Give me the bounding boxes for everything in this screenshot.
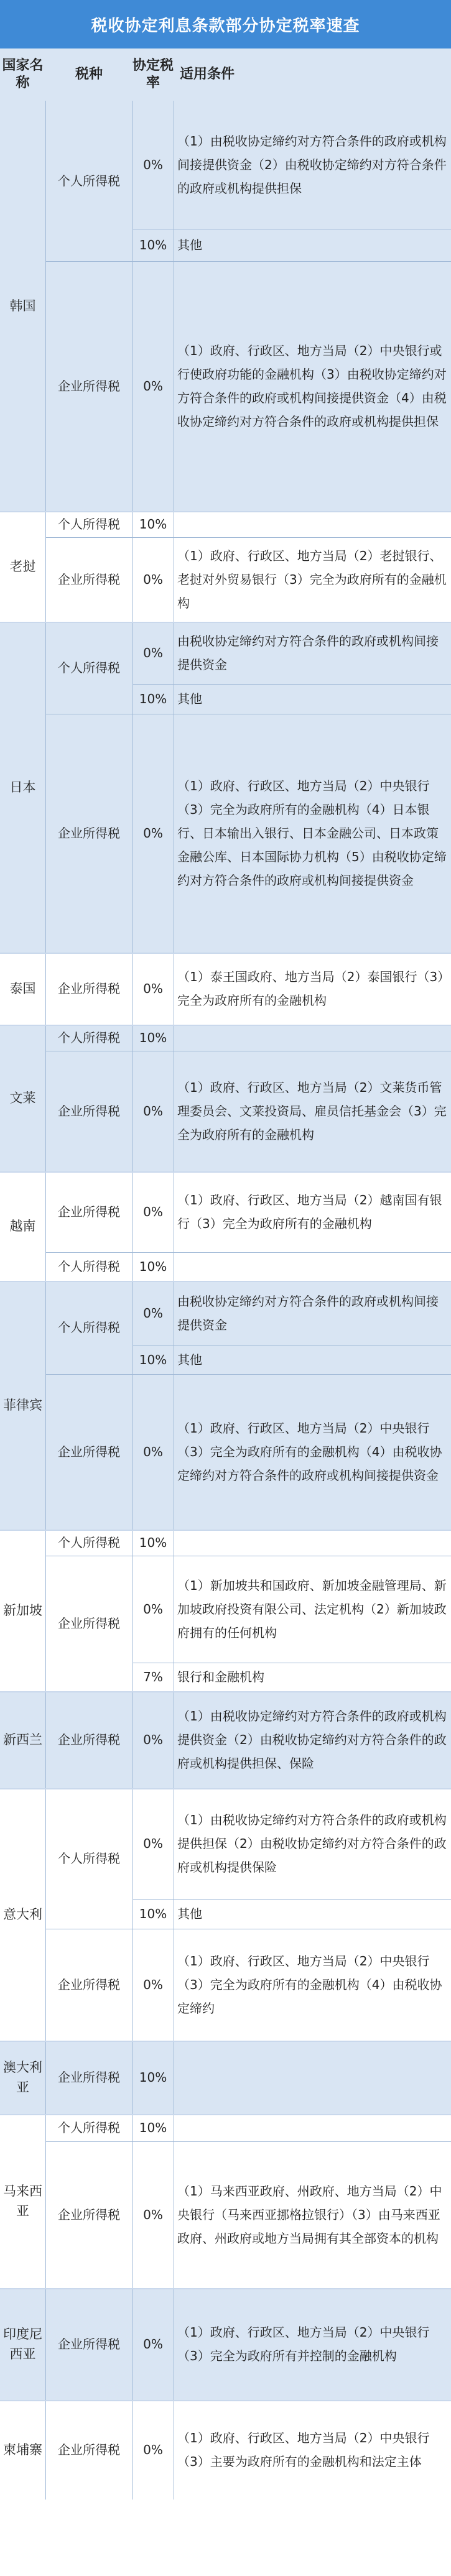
- treaty-rate: 0%: [143, 1732, 163, 1747]
- condition-text: 由税收协定缔约对方符合条件的政府或机构间接提供资金: [177, 634, 439, 672]
- condition-text: （1）政府、行政区、地方当局（2）越南国有银行（3）完全为政府所有的金融机构: [177, 1193, 442, 1231]
- header-tax: 税种: [75, 67, 103, 82]
- tax-type: 企业所得税: [58, 826, 120, 841]
- tax-type: 个人所得税: [58, 173, 120, 188]
- treaty-rate: 0%: [143, 981, 163, 996]
- treaty-rate: 10%: [139, 1030, 167, 1045]
- tax-type: 企业所得税: [58, 2442, 120, 2457]
- treaty-rate: 0%: [143, 157, 163, 172]
- tax-type: 个人所得税: [58, 660, 120, 675]
- country-name: 泰国: [9, 981, 36, 996]
- header-conditions: 适用条件: [180, 67, 235, 82]
- condition-text: （1）政府、行政区、地方当局（2）中央银行（3）完全为政府所有的金融机构（4）由税收协定缔约对方符合条件的政府或机构间接提供资金: [177, 1421, 442, 1483]
- tax-type: 企业所得税: [58, 981, 120, 996]
- treaty-rate: 0%: [143, 2207, 163, 2222]
- tax-type: 企业所得税: [58, 2070, 120, 2085]
- tax-type: 个人所得税: [58, 1851, 120, 1866]
- tax-type: 个人所得税: [58, 1259, 120, 1274]
- tax-type: 企业所得税: [58, 1104, 120, 1119]
- tax-type: 企业所得税: [58, 379, 120, 394]
- treaty-rate: 10%: [139, 238, 167, 252]
- condition-text: （1）由税收协定缔约对方符合条件的政府或机构提供资金（2）由税收协定缔约对方符合条件的政府或机构提供担保、保险: [177, 1709, 447, 1771]
- condition-text: （1）政府、行政区、地方当局（2）中央银行（3）完全为政府所有的金融机构（4）日本银行、日本输出入银行、日本金融公司、日本政策金融公库、日本国际协力机构（5）由税收协定缔约对方符合条件的政府或机构间接提供资金: [177, 778, 447, 888]
- condition-text: （1）马来西亚政府、州政府、地方当局（2）中央银行（马来西亚挪格拉银行）（3）由马来西亚政府、州政府或地方当局拥有其全部资本的机构: [177, 2184, 442, 2246]
- condition-text: 其他: [177, 691, 202, 706]
- condition-text: （1）政府、行政区、地方当局（2）中央银行或行使政府功能的金融机构（3）由税收协定缔约对方符合条件的政府或机构间接提供资金（4）由税收协定缔约对方符合条件的政府或机构提供担保: [177, 343, 447, 429]
- row-group-malaysia: [0, 2114, 451, 2288]
- treaty-rate: 10%: [139, 1259, 167, 1274]
- treaty-rate: 10%: [139, 517, 167, 532]
- treaty-rate: 0%: [143, 2337, 163, 2352]
- row-group-vietnam: [0, 1171, 451, 1281]
- row-group-thailand: [0, 953, 451, 1025]
- treaty-rate: 0%: [143, 2442, 163, 2457]
- condition-text: 其他: [177, 1352, 202, 1367]
- treaty-rate: 0%: [143, 1444, 163, 1459]
- row-group-laos: [0, 511, 451, 622]
- treaty-rate: 10%: [139, 1906, 167, 1921]
- condition-text: （1）政府、行政区、地方当局（2）老挝银行、老挝对外贸易银行（3）完全为政府所有的金融机构: [177, 548, 447, 611]
- condition-text: （1）政府、行政区、地方当局（2）中央银行（3）完全为政府所有的金融机构（4）由税收协定缔约: [177, 1954, 442, 2016]
- row-group-cambodia: [0, 2400, 451, 2576]
- row-group-philippines: [0, 1281, 451, 1530]
- treaty-rate: 0%: [143, 826, 163, 841]
- row-group-japan: [0, 622, 451, 953]
- condition-text: （1）新加坡共和国政府、新加坡金融管理局、新 加坡政府投资有限公司、法定机构（2）新加坡政府拥有的任何机构: [177, 1578, 447, 1640]
- tax-type: 企业所得税: [58, 1204, 120, 1219]
- country-name: 菲律宾: [3, 1398, 42, 1413]
- treaty-rate: 0%: [143, 379, 163, 394]
- country-name: 印度尼西亚: [3, 2327, 42, 2361]
- table-header: [0, 48, 451, 101]
- tax-type: 个人所得税: [58, 1030, 120, 1045]
- page-title: 税收协定利息条款部分协定税率速查: [0, 0, 451, 48]
- country-name: 新加坡: [3, 1603, 42, 1618]
- tax-type: 个人所得税: [58, 2120, 120, 2135]
- country-name: 柬埔寨: [3, 2442, 42, 2457]
- country-name: 意大利: [3, 1907, 42, 1922]
- row-group-australia: [0, 2041, 451, 2114]
- treaty-rate: 10%: [139, 691, 167, 706]
- row-group-newzealand: [0, 1691, 451, 1788]
- country-name: 新西兰: [3, 1732, 42, 1747]
- row-group-korea: [0, 101, 451, 511]
- condition-text: （1）政府、行政区、地方当局（2）中央银行（3）完全为政府所有并控制的金融机构: [177, 2325, 430, 2363]
- treaty-rate: 0%: [143, 1104, 163, 1119]
- tax-type: 个人所得税: [58, 1535, 120, 1550]
- treaty-rate: 0%: [143, 1977, 163, 1992]
- condition-text: 其他: [177, 238, 202, 252]
- treaty-rate: 0%: [143, 1204, 163, 1219]
- country-name: 韩国: [9, 298, 36, 313]
- condition-text: 其他: [177, 1906, 202, 1921]
- country-name: 澳大利亚: [3, 2060, 42, 2095]
- country-name: 越南: [9, 1219, 36, 1234]
- tax-type: 企业所得税: [58, 2337, 120, 2352]
- tax-type: 企业所得税: [58, 1616, 120, 1631]
- header-country: 国家名称: [2, 58, 44, 91]
- condition-text: （1）由税收协定缔约对方符合条件的政府或机构提供担保（2）由税收协定缔约对方符合条件的政府或机构提供保险: [177, 1812, 447, 1875]
- condition-text: （1）政府、行政区、地方当局（2）中央银行（3）主要为政府所有的金融机构和法定主体: [177, 2431, 430, 2469]
- treaty-rate: 10%: [139, 1352, 167, 1367]
- row-group-italy: [0, 1788, 451, 2041]
- country-name: 文莱: [9, 1091, 36, 1106]
- country-name: 日本: [9, 780, 36, 795]
- tax-type: 企业所得税: [58, 572, 120, 587]
- treaty-rate: 0%: [143, 1306, 163, 1321]
- condition-text: 由税收协定缔约对方符合条件的政府或机构间接提供资金: [177, 1294, 439, 1332]
- treaty-rate: 0%: [143, 572, 163, 587]
- condition-text: （1）政府、行政区、地方当局（2）文莱货币管理委员会、文莱投资局、雇员信托基金会（3）完全为政府所有的金融机构: [177, 1080, 447, 1142]
- tax-type: 企业所得税: [58, 1732, 120, 1747]
- row-group-brunei: [0, 1025, 451, 1171]
- treaty-rate: 10%: [139, 2070, 167, 2085]
- treaty-rate: 0%: [143, 1602, 163, 1617]
- country-name: 老挝: [9, 559, 36, 574]
- treaty-rate: 10%: [139, 2120, 167, 2135]
- condition-text: （1）由税收协定缔约对方符合条件的政府或机构间接提供资金（2）由税收协定缔约对方符合条件的政府或机构提供担保: [177, 134, 447, 196]
- treaty-rate: 10%: [139, 1535, 167, 1550]
- tax-type: 企业所得税: [58, 1444, 120, 1459]
- tax-type: 企业所得税: [58, 1977, 120, 1992]
- treaty-rate: 0%: [143, 1836, 163, 1851]
- treaty-rate: 7%: [143, 1669, 163, 1684]
- tax-type: 个人所得税: [58, 517, 120, 532]
- row-group-indonesia: [0, 2288, 451, 2400]
- condition-text: 银行和金融机构: [177, 1669, 264, 1684]
- tax-type: 企业所得税: [58, 2207, 120, 2222]
- row-group-singapore: [0, 1530, 451, 1691]
- treaty-rate: 0%: [143, 645, 163, 660]
- header-rate: 协定税率: [133, 58, 174, 91]
- tax-type: 个人所得税: [58, 1320, 120, 1335]
- condition-text: （1）泰王国政府、地方当局（2）泰国银行（3）完全为政府所有的金融机构: [177, 969, 444, 1008]
- country-name: 马来西亚: [3, 2184, 42, 2218]
